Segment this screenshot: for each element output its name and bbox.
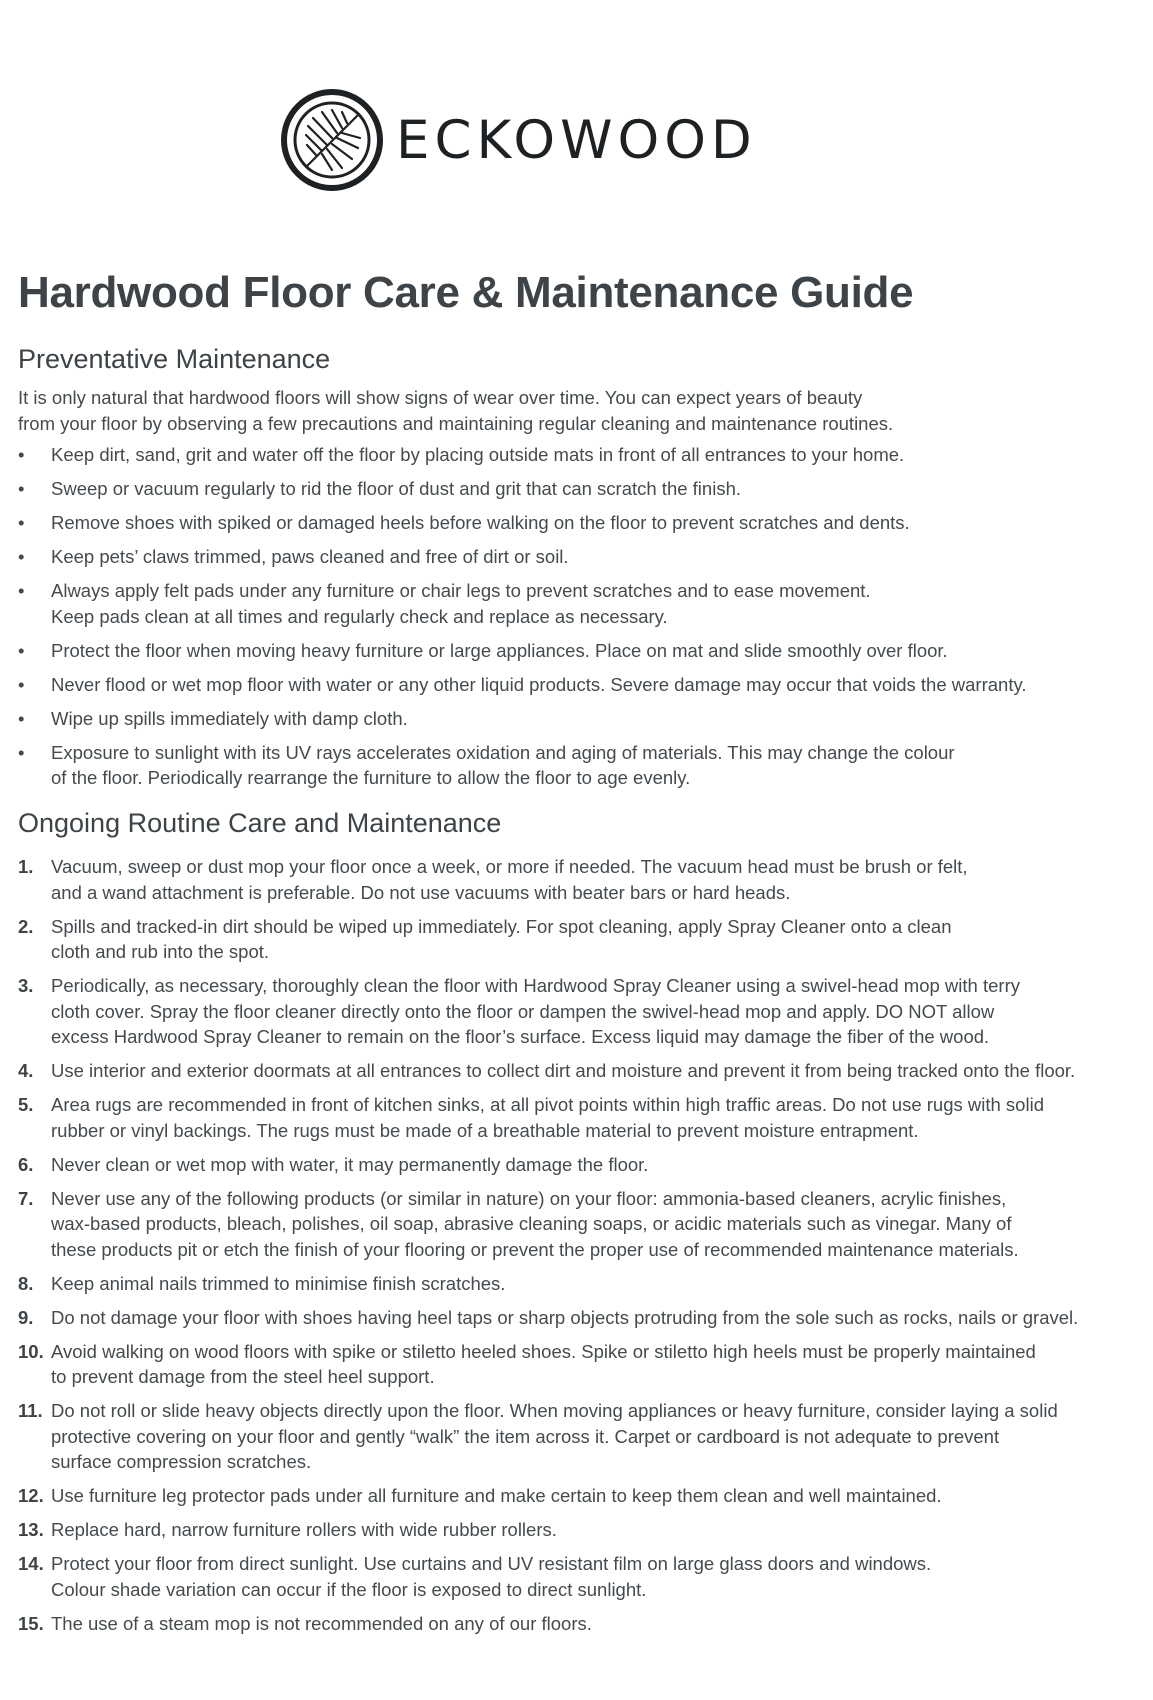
- list-item: [0, 914, 1153, 965]
- list-item-number: 1.: [18, 856, 34, 877]
- list-item: [0, 1186, 1153, 1263]
- bullet-mark: •: [18, 639, 25, 661]
- list-item: [0, 544, 1153, 570]
- list-item: [0, 1271, 1153, 1297]
- list-item: [0, 973, 1153, 1050]
- list-item: [0, 442, 1153, 468]
- list-item-text: Replace hard, narrow furniture rollers with wide rubber rollers.: [51, 1519, 557, 1540]
- list-item-number: 7.: [18, 1187, 34, 1209]
- list-item-number: 5.: [18, 1094, 34, 1115]
- intro-line: from your floor by observing a few precautions and maintaining regular cleaning and maintenance routines.: [18, 412, 894, 434]
- list-item: [0, 740, 1153, 791]
- list-item-number: 3.: [18, 975, 34, 996]
- list-item-text: Do not roll or slide heavy objects directly upon the floor. When moving appliances or heavy furniture, consider laying a solid: [51, 1400, 1058, 1421]
- preventative-list: [0, 442, 1153, 799]
- bullet-mark: •: [18, 546, 25, 567]
- list-item: [0, 578, 1153, 629]
- list-item-text: protective covering on your floor and gently “walk” the item across it. Carpet or cardboard is not adequate to prevent: [51, 1425, 1000, 1447]
- list-item-text: The use of a steam mop is not recommended on any of our floors.: [51, 1612, 592, 1634]
- list-item: [0, 1551, 1153, 1602]
- list-item-text: Never clean or wet mop with water, it may permanently damage the floor.: [51, 1153, 649, 1175]
- bullet-mark: •: [18, 673, 25, 695]
- list-item-number: 11.: [18, 1400, 43, 1421]
- list-item-text: cloth and rub into the spot.: [51, 941, 270, 962]
- list-item-number: 4.: [18, 1060, 34, 1081]
- leaf-emblem-icon: [280, 88, 384, 192]
- preventative-heading: Preventative Maintenance: [18, 344, 331, 374]
- list-item-text: Never use any of the following products (or similar in nature) on your floor: ammonia-based cleaners, acrylic finishes,: [51, 1187, 1007, 1209]
- list-item-text: Vacuum, sweep or dust mop your floor once a week, or more if needed. The vacuum head must be brush or felt,: [51, 856, 968, 877]
- bullet-mark: •: [18, 707, 25, 729]
- list-item-text: and a wand attachment is preferable. Do not use vacuums with beater bars or hard heads.: [51, 881, 791, 903]
- list-item: [0, 1339, 1153, 1390]
- list-item: [0, 1092, 1153, 1143]
- list-item-text: Sweep or vacuum regularly to rid the floor of dust and grit that can scratch the finish.: [51, 478, 741, 499]
- list-item-text: of the floor. Periodically rearrange the furniture to allow the floor to age evenly.: [51, 767, 691, 788]
- intro-line: It is only natural that hardwood floors will show signs of wear over time. You can expect years of beauty: [18, 387, 863, 408]
- list-item: [0, 1611, 1153, 1637]
- routine-list: [0, 854, 1153, 1645]
- brand-name: ECKOWOOD: [396, 109, 757, 171]
- page-title: Hardwood Floor Care & Maintenance Guide: [18, 268, 914, 317]
- list-item-text: rubber or vinyl backings. The rugs must be made of a breathable material to prevent moisture entrapment.: [51, 1119, 919, 1141]
- brand-logo: [280, 88, 820, 192]
- list-item-text: Never flood or wet mop floor with water or any other liquid products. Severe damage may occur that voids the warranty.: [51, 673, 1027, 695]
- bullet-mark: •: [18, 478, 25, 499]
- list-item: [0, 1483, 1153, 1509]
- list-item-text: wax-based products, bleach, polishes, oil soap, abrasive cleaning soaps, or acidic materials such as vinegar. Many of: [51, 1213, 1012, 1234]
- list-item-text: Keep animal nails trimmed to minimise finish scratches.: [51, 1272, 506, 1294]
- list-item-number: 6.: [18, 1153, 34, 1175]
- list-item-number: 15.: [18, 1612, 44, 1634]
- list-item-number: 8.: [18, 1272, 34, 1294]
- list-item: [0, 854, 1153, 905]
- list-item-number: 14.: [18, 1553, 44, 1574]
- list-item-text: excess Hardwood Spray Cleaner to remain on the floor’s surface. Excess liquid may damage the fiber of the wood.: [51, 1026, 990, 1047]
- list-item-text: Exposure to sunlight with its UV rays accelerates oxidation and aging of materials. This may change the colour: [51, 741, 955, 763]
- list-item: [0, 638, 1153, 664]
- list-item-text: Use interior and exterior doormats at all entrances to collect dirt and moisture and prevent it from being tracked onto the floor.: [51, 1060, 1076, 1081]
- list-item-text: to prevent damage from the steel heel support.: [51, 1366, 435, 1387]
- list-item-text: Colour shade variation can occur if the floor is exposed to direct sunlight.: [51, 1578, 647, 1600]
- list-item: [0, 1517, 1153, 1543]
- list-item-number: 9.: [18, 1306, 34, 1328]
- list-item-number: 13.: [18, 1519, 44, 1540]
- bullet-mark: •: [18, 512, 25, 533]
- list-item-text: Keep dirt, sand, grit and water off the floor by placing outside mats in front of all entrances to your home.: [51, 444, 905, 465]
- list-item-text: cloth cover. Spray the floor cleaner directly onto the floor or dampen the swivel-head mop and apply. DO NOT allow: [51, 1000, 995, 1022]
- list-item-text: Avoid walking on wood floors with spike or stiletto heeled shoes. Spike or stiletto high heels must be properly maintained: [51, 1340, 1036, 1362]
- list-item-text: Wipe up spills immediately with damp cloth.: [51, 707, 408, 729]
- list-item-number: 10.: [18, 1340, 44, 1362]
- list-item-number: 2.: [18, 915, 34, 937]
- list-item-text: Keep pets’ claws trimmed, paws cleaned and free of dirt or soil.: [51, 546, 569, 567]
- routine-heading: Ongoing Routine Care and Maintenance: [18, 808, 502, 838]
- list-item-text: Always apply felt pads under any furniture or chair legs to prevent scratches and to ease movement.: [51, 580, 871, 601]
- list-item-text: Keep pads clean at all times and regularly check and replace as necessary.: [51, 605, 668, 627]
- list-item: [0, 1058, 1153, 1084]
- list-item-text: Periodically, as necessary, thoroughly clean the floor with Hardwood Spray Cleaner using a swivel-head mop with terry: [51, 975, 1020, 996]
- bullet-mark: •: [18, 741, 25, 763]
- bullet-mark: •: [18, 444, 25, 465]
- list-item: [0, 510, 1153, 536]
- list-item-text: Spills and tracked-in dirt should be wiped up immediately. For spot cleaning, apply Spray Cleaner onto a clean: [51, 915, 952, 937]
- list-item-text: surface compression scratches.: [51, 1451, 312, 1472]
- list-item-text: Protect the floor when moving heavy furniture or large appliances. Place on mat and slide smoothly over floor.: [51, 639, 948, 661]
- list-item: [0, 1305, 1153, 1331]
- list-item: [0, 672, 1153, 698]
- list-item-text: Protect your floor from direct sunlight. Use curtains and UV resistant film on large glass doors and windows.: [51, 1553, 932, 1574]
- bullet-mark: •: [18, 580, 25, 601]
- preventative-intro: [18, 385, 1128, 436]
- list-item-text: Do not damage your floor with shoes having heel taps or sharp objects protruding from the sole such as rocks, nails or gravel.: [51, 1306, 1079, 1328]
- list-item-number: 12.: [18, 1485, 44, 1506]
- list-item: [0, 476, 1153, 502]
- list-item: [0, 1152, 1153, 1178]
- list-item-text: Use furniture leg protector pads under all furniture and make certain to keep them clean and well maintained.: [51, 1485, 942, 1506]
- list-item: [0, 706, 1153, 732]
- list-item: [0, 1398, 1153, 1475]
- list-item-text: these products pit or etch the finish of your flooring or prevent the proper use of recommended maintenance materials.: [51, 1238, 1019, 1260]
- list-item-text: Area rugs are recommended in front of kitchen sinks, at all pivot points within high traffic areas. Do not use rugs with solid: [51, 1094, 1044, 1115]
- list-item-text: Remove shoes with spiked or damaged heels before walking on the floor to prevent scratches and dents.: [51, 512, 910, 533]
